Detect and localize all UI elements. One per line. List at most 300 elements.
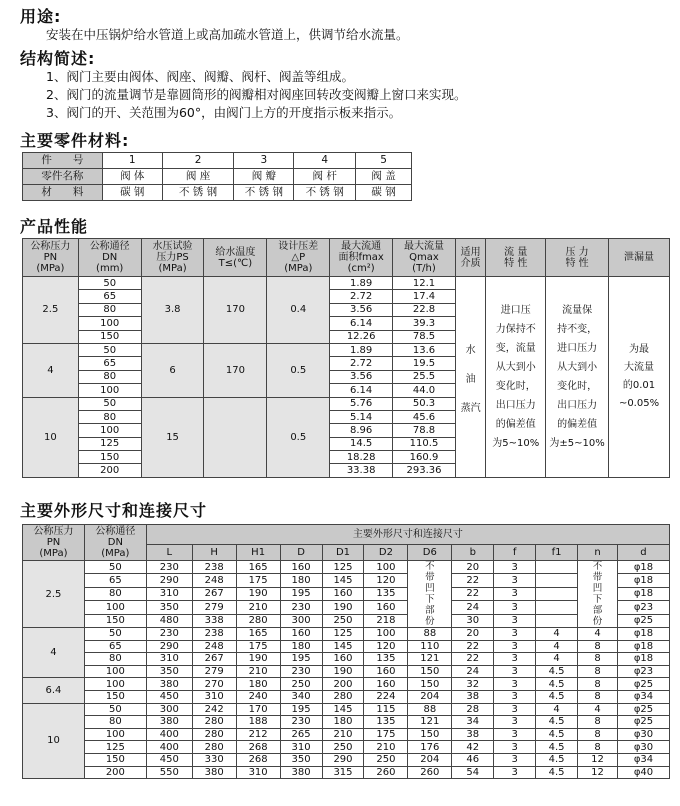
performance-table (22, 238, 670, 478)
dims-value-cell: 267 (192, 653, 236, 666)
dims-value-cell: 100 (364, 561, 408, 574)
dims-value-cell: 238 (192, 628, 236, 641)
dims-value-cell: 125 (84, 741, 146, 754)
perf-dn-cell: 65 (78, 290, 141, 303)
perf-temp-cell (204, 397, 267, 477)
dims-row (23, 741, 670, 754)
dims-value-cell: 380 (280, 766, 322, 779)
dims-row (23, 640, 670, 653)
dims-value-cell: 165 (236, 561, 280, 574)
dims-value-cell: φ25 (617, 716, 669, 729)
dims-value-cell: 310 (146, 587, 192, 600)
dims-value-cell: 8 (578, 678, 618, 691)
dims-value-cell: 160 (280, 561, 322, 574)
perf-fmax-cell: 18.28 (330, 451, 393, 464)
dims-value-cell: 150 (408, 728, 452, 741)
perf-row (23, 277, 670, 290)
dims-value-cell: 230 (280, 601, 322, 614)
perf-fmax-cell: 3.56 (330, 303, 393, 316)
dims-row (23, 766, 670, 779)
perf-dp-cell: 0.4 (267, 277, 330, 344)
dims-value-cell: 160 (322, 587, 364, 600)
perf-dn-cell: 80 (78, 410, 141, 423)
dims-value-cell: 24 (452, 601, 494, 614)
dims-value-cell: 160 (322, 653, 364, 666)
dims-value-cell: 88 (408, 628, 452, 641)
perf-flow-char-cell: 进口压 力保持不 变，流量 从大到小 变化时， 出口压力 的偏差值 为5~10% (486, 277, 546, 478)
dims-value-cell: φ34 (617, 753, 669, 766)
perf-fmax-cell: 3.56 (330, 370, 393, 383)
dims-row (23, 601, 670, 614)
dims-value-cell: 450 (146, 690, 192, 703)
perf-fmax-cell: 6.14 (330, 317, 393, 330)
dims-value-cell: φ18 (617, 574, 669, 587)
dims-value-cell: 268 (236, 741, 280, 754)
perf-fmax-cell: 2.72 (330, 357, 393, 370)
perf-header-flow: 流 量 特 性 (486, 239, 546, 277)
dims-value-cell: 210 (364, 741, 408, 754)
dims-value-cell: 3 (494, 640, 536, 653)
dims-value-cell: 200 (322, 678, 364, 691)
dims-value-cell: 100 (84, 665, 146, 678)
dims-value-cell: 190 (322, 601, 364, 614)
dims-value-cell: 280 (192, 728, 236, 741)
dims-value-cell: 80 (84, 716, 146, 729)
perf-qmax-cell: 39.3 (393, 317, 456, 330)
dims-value-cell: 3 (494, 628, 536, 641)
dims-value-cell: 3 (494, 728, 536, 741)
dims-value-cell: 280 (322, 690, 364, 703)
dims-value-cell: 210 (322, 728, 364, 741)
dims-value-cell: 248 (192, 574, 236, 587)
dims-value-cell: 3 (494, 716, 536, 729)
dims-value-cell: 204 (408, 690, 452, 703)
parts-material-cell: 不 锈 钢 (294, 185, 356, 201)
perf-medium-cell: 水 油 蒸汽 (455, 277, 485, 478)
dims-value-cell: 265 (280, 728, 322, 741)
dims-title: 主要外形尺寸和连接尺寸 (20, 501, 208, 520)
dims-col-header: D1 (322, 545, 364, 561)
dims-col-header: D6 (408, 545, 452, 561)
dims-value-cell: 3 (494, 587, 536, 600)
dims-value-cell: 310 (192, 690, 236, 703)
dims-value-cell: 3 (494, 665, 536, 678)
perf-dn-cell: 100 (78, 424, 141, 437)
dims-value-cell: 190 (322, 665, 364, 678)
dims-value-cell: 480 (146, 614, 192, 627)
parts-header-cell: 5 (356, 153, 412, 169)
dims-value-cell: 80 (84, 587, 146, 600)
dims-value-cell: 30 (452, 614, 494, 627)
dims-col-header: d (617, 545, 669, 561)
perf-dn-cell: 125 (78, 437, 141, 450)
dims-row (23, 728, 670, 741)
dims-header-dn: 公称通径 DN (MPa) (84, 525, 146, 561)
dims-value-cell: 380 (146, 678, 192, 691)
dims-value-cell: 125 (322, 628, 364, 641)
perf-qmax-cell: 78.8 (393, 424, 456, 437)
dims-value-cell: 4.5 (536, 766, 578, 779)
parts-name-cell: 阀 体 (102, 169, 162, 185)
dims-value-cell: 200 (84, 766, 146, 779)
perf-dn-cell: 50 (78, 277, 141, 290)
dims-value-cell: 8 (578, 640, 618, 653)
perf-header-medium: 适用 介质 (455, 239, 485, 277)
dims-row (23, 716, 670, 729)
dims-header-pn: 公称压力 PN (MPa) (23, 525, 85, 561)
dims-value-cell: 145 (322, 574, 364, 587)
parts-names-row (23, 169, 412, 185)
dims-row (23, 703, 670, 716)
dims-value-cell: 180 (280, 574, 322, 587)
dims-value-cell: 340 (280, 690, 322, 703)
parts-name-cell: 阀 座 (162, 169, 234, 185)
perf-header-dn: 公称通径 DN (mm) (78, 239, 141, 277)
dims-value-cell: 4 (536, 640, 578, 653)
perf-temp-cell: 170 (204, 343, 267, 397)
dims-value-cell: 180 (280, 640, 322, 653)
dims-value-cell: 150 (84, 614, 146, 627)
perf-header-leak: 泄漏量 (609, 239, 670, 277)
dims-value-cell: 135 (364, 587, 408, 600)
perf-qmax-cell: 78.5 (393, 330, 456, 343)
dims-value-cell: 242 (192, 703, 236, 716)
dims-value-cell: 121 (408, 716, 452, 729)
dims-value-cell: 4.5 (536, 741, 578, 754)
perf-qmax-cell: 50.3 (393, 397, 456, 410)
dims-value-cell: 28 (452, 703, 494, 716)
dims-value-cell: 8 (578, 716, 618, 729)
perf-dp-cell: 0.5 (267, 343, 330, 397)
dims-value-cell: φ40 (617, 766, 669, 779)
dims-value-cell: 100 (364, 628, 408, 641)
dims-value-cell: 20 (452, 561, 494, 574)
dims-value-cell: 4.5 (536, 678, 578, 691)
perf-header-dp: 设计压差 △P (MPa) (267, 239, 330, 277)
dims-row (23, 561, 670, 574)
parts-table (22, 152, 412, 201)
dims-col-header: H (192, 545, 236, 561)
dims-value-cell: 8 (578, 690, 618, 703)
dims-value-cell: 160 (364, 665, 408, 678)
perf-temp-cell: 170 (204, 277, 267, 344)
dims-row (23, 753, 670, 766)
dims-value-cell: 46 (452, 753, 494, 766)
perf-qmax-cell: 45.6 (393, 410, 456, 423)
use-text: 安装在中压锅炉给水管道上或高加疏水管道上，供调节给水流量。 (46, 27, 409, 42)
dims-value-cell: φ30 (617, 741, 669, 754)
dims-row (23, 614, 670, 627)
dims-value-cell: φ18 (617, 561, 669, 574)
dims-value-cell: φ18 (617, 640, 669, 653)
dims-value-cell: 12 (578, 753, 618, 766)
dims-col-header: b (452, 545, 494, 561)
dims-value-cell: 4 (536, 703, 578, 716)
perf-dn-cell: 80 (78, 370, 141, 383)
dims-value-cell: 32 (452, 678, 494, 691)
dims-value-cell: 54 (452, 766, 494, 779)
perf-header-pn: 公称压力 PN (MPa) (23, 239, 79, 277)
dims-value-cell: 3 (494, 574, 536, 587)
dimensions-table (22, 524, 670, 779)
dims-col-header: H1 (236, 545, 280, 561)
dims-value-cell: 300 (280, 614, 322, 627)
perf-fmax-cell: 2.72 (330, 290, 393, 303)
perf-dn-cell: 200 (78, 464, 141, 477)
perf-header-row (23, 239, 670, 277)
dims-value-cell: 280 (192, 741, 236, 754)
dims-value-cell: 380 (146, 716, 192, 729)
parts-header-cell: 件 号 (23, 153, 103, 169)
dims-value-cell: 279 (192, 665, 236, 678)
dims-value-cell: 3 (494, 703, 536, 716)
dims-row (23, 587, 670, 600)
perf-fmax-cell: 5.14 (330, 410, 393, 423)
dims-value-cell: 350 (146, 665, 192, 678)
dims-value-cell: 248 (192, 640, 236, 653)
dims-value-cell: φ25 (617, 614, 669, 627)
dims-value-cell: 4.5 (536, 690, 578, 703)
parts-title: 主要零件材料: (20, 131, 130, 150)
dims-value-cell: 115 (364, 703, 408, 716)
structure-item-3: 3、阀门的开、关范围为60°，由阀门上方的开度指示板来指示。 (46, 105, 402, 120)
dims-value-cell: 240 (236, 690, 280, 703)
dims-value-cell: 50 (84, 561, 146, 574)
parts-name-cell: 阀 盖 (356, 169, 412, 185)
perf-dn-cell: 150 (78, 451, 141, 464)
dims-value-cell: 65 (84, 574, 146, 587)
perf-press-char-cell: 流量保 持不变， 进口压力 从大到小 变化时， 出口压力 的偏差值 为±5~10% (546, 277, 609, 478)
dims-value-cell: 450 (146, 753, 192, 766)
dims-value-cell: 250 (322, 741, 364, 754)
dims-value-cell: 270 (192, 678, 236, 691)
perf-header-ps: 水压试验 压力PS (MPa) (141, 239, 204, 277)
dims-value-cell: 120 (364, 640, 408, 653)
perf-qmax-cell: 110.5 (393, 437, 456, 450)
dims-value-cell (536, 614, 578, 627)
dims-value-cell: 175 (364, 728, 408, 741)
dims-value-cell: 400 (146, 741, 192, 754)
dims-value-cell: 24 (452, 665, 494, 678)
dims-value-cell: 50 (84, 703, 146, 716)
dims-row (23, 665, 670, 678)
perf-fmax-cell: 14.5 (330, 437, 393, 450)
dims-value-cell: 145 (322, 640, 364, 653)
dims-value-cell: 290 (146, 640, 192, 653)
dims-value-cell: 4 (578, 703, 618, 716)
dims-value-cell: 8 (578, 665, 618, 678)
parts-material-label: 材 料 (23, 185, 103, 201)
perf-fmax-cell: 1.89 (330, 277, 393, 290)
dims-value-cell: 550 (146, 766, 192, 779)
dims-value-cell: 250 (322, 614, 364, 627)
dims-header-span: 主要外形尺寸和连接尺寸 (146, 525, 669, 545)
perf-header-qmax: 最大流量 Qmax (T/h) (393, 239, 456, 277)
dims-value-cell (536, 601, 578, 614)
dims-value-cell: 22 (452, 640, 494, 653)
dims-value-cell: 8 (578, 728, 618, 741)
parts-header-row (23, 153, 412, 169)
perf-fmax-cell: 5.76 (330, 397, 393, 410)
dims-row (23, 574, 670, 587)
dims-value-cell: 160 (364, 678, 408, 691)
perf-ps-cell: 15 (141, 397, 204, 477)
perf-title: 产品性能 (20, 217, 89, 236)
dims-value-cell: 280 (236, 614, 280, 627)
dims-value-cell: 176 (408, 741, 452, 754)
dims-value-cell: 290 (146, 574, 192, 587)
dims-value-cell: 3 (494, 653, 536, 666)
dims-value-cell: 4.5 (536, 716, 578, 729)
dims-col-header: D (280, 545, 322, 561)
perf-qmax-cell: 44.0 (393, 384, 456, 397)
dims-row (23, 678, 670, 691)
dims-value-cell: 175 (236, 574, 280, 587)
perf-header-fmax: 最大流通 面积fmax (cm²) (330, 239, 393, 277)
structure-title: 结构简述: (20, 49, 96, 68)
dims-value-cell: 210 (236, 665, 280, 678)
dims-value-cell: 3 (494, 690, 536, 703)
dims-pn-cell: 2.5 (23, 561, 85, 628)
parts-name-cell: 阀 瓣 (234, 169, 294, 185)
dims-value-cell: 4 (536, 653, 578, 666)
perf-dn-cell: 50 (78, 397, 141, 410)
dims-value-cell: 34 (452, 716, 494, 729)
dims-value-cell: 170 (236, 703, 280, 716)
perf-dn-cell: 50 (78, 343, 141, 356)
dims-value-cell: 188 (236, 716, 280, 729)
dims-value-cell: 125 (322, 561, 364, 574)
dims-value-cell: 224 (364, 690, 408, 703)
dims-pn-cell: 10 (23, 703, 85, 779)
dims-value-cell: 195 (280, 587, 322, 600)
dims-col-header: f (494, 545, 536, 561)
perf-qmax-cell: 25.5 (393, 370, 456, 383)
dims-value-cell (536, 587, 578, 600)
dims-value-cell: 230 (280, 716, 322, 729)
parts-header-cell: 3 (234, 153, 294, 169)
perf-fmax-cell: 12.26 (330, 330, 393, 343)
dims-value-cell: 260 (364, 766, 408, 779)
use-title: 用途: (20, 7, 62, 26)
dims-value-cell: 230 (146, 561, 192, 574)
perf-qmax-cell: 17.4 (393, 290, 456, 303)
dims-value-cell: 100 (84, 728, 146, 741)
dims-value-cell: 65 (84, 640, 146, 653)
dims-value-cell: 38 (452, 690, 494, 703)
dims-value-cell: φ25 (617, 703, 669, 716)
dims-row (23, 690, 670, 703)
dims-value-cell: 160 (364, 601, 408, 614)
parts-material-cell: 不 锈 钢 (162, 185, 234, 201)
dims-value-cell: 3 (494, 561, 536, 574)
dims-value-cell: 180 (236, 678, 280, 691)
perf-pn-cell: 4 (23, 343, 79, 397)
dims-value-cell: 279 (192, 601, 236, 614)
dims-value-cell: 230 (146, 628, 192, 641)
perf-dp-cell: 0.5 (267, 397, 330, 477)
parts-material-cell: 碳 钢 (356, 185, 412, 201)
dims-header-row-1 (23, 525, 670, 545)
dims-value-cell: 145 (322, 703, 364, 716)
dims-no-groove-cell: 不 带 凹 下 部 份 (578, 561, 618, 628)
dims-value-cell: 121 (408, 653, 452, 666)
dims-value-cell: φ34 (617, 690, 669, 703)
dims-value-cell: 190 (236, 653, 280, 666)
parts-names-label: 零件名称 (23, 169, 103, 185)
perf-fmax-cell: 8.96 (330, 424, 393, 437)
dims-value-cell: φ23 (617, 665, 669, 678)
dims-value-cell: 315 (322, 766, 364, 779)
dims-value-cell: φ23 (617, 601, 669, 614)
parts-material-cell: 不 锈 钢 (234, 185, 294, 201)
dims-value-cell (536, 574, 578, 587)
dims-value-cell: 204 (408, 753, 452, 766)
dims-value-cell: 3 (494, 601, 536, 614)
dims-value-cell: 3 (494, 614, 536, 627)
dims-value-cell: 250 (280, 678, 322, 691)
dims-value-cell: 4.5 (536, 753, 578, 766)
perf-qmax-cell: 12.1 (393, 277, 456, 290)
dims-value-cell: 88 (408, 703, 452, 716)
dims-value-cell: 8 (578, 653, 618, 666)
dims-value-cell: 195 (280, 653, 322, 666)
dims-value-cell: 218 (364, 614, 408, 627)
dims-value-cell: 42 (452, 741, 494, 754)
perf-qmax-cell: 160.9 (393, 451, 456, 464)
dims-pn-cell: 6.4 (23, 678, 85, 703)
dims-value-cell: 260 (408, 766, 452, 779)
dims-value-cell: 400 (146, 728, 192, 741)
dims-value-cell: 230 (280, 665, 322, 678)
dims-value-cell: 310 (236, 766, 280, 779)
parts-header-cell: 2 (162, 153, 234, 169)
dims-value-cell: 50 (84, 628, 146, 641)
dims-value-cell: 267 (192, 587, 236, 600)
parts-material-cell: 碳 钢 (102, 185, 162, 201)
dims-value-cell: 238 (192, 561, 236, 574)
dims-no-groove-cell: 不 带 凹 下 部 份 (408, 561, 452, 628)
structure-item-1: 1、阀门主要由阀体、阀座、阀瓣、阀杆、阀盖等组成。 (46, 69, 354, 84)
dims-col-header: L (146, 545, 192, 561)
dims-row (23, 628, 670, 641)
dims-value-cell: 195 (280, 703, 322, 716)
dims-value-cell: 338 (192, 614, 236, 627)
perf-dn-cell: 100 (78, 317, 141, 330)
perf-header-temp: 给水温度 T≤(℃) (204, 239, 267, 277)
dims-value-cell: 38 (452, 728, 494, 741)
dims-value-cell: 135 (364, 653, 408, 666)
dims-value-cell: 150 (408, 665, 452, 678)
dims-value-cell: 160 (280, 628, 322, 641)
perf-fmax-cell: 33.38 (330, 464, 393, 477)
perf-dn-cell: 100 (78, 384, 141, 397)
perf-fmax-cell: 1.89 (330, 343, 393, 356)
dims-col-header: f1 (536, 545, 578, 561)
perf-qmax-cell: 19.5 (393, 357, 456, 370)
dims-value-cell: φ30 (617, 728, 669, 741)
dims-value-cell: 80 (84, 653, 146, 666)
dims-row (23, 653, 670, 666)
perf-header-press: 压 力 特 性 (546, 239, 609, 277)
dims-value-cell: 210 (236, 601, 280, 614)
dims-value-cell: 120 (364, 574, 408, 587)
dims-col-header: D2 (364, 545, 408, 561)
dims-value-cell: 290 (322, 753, 364, 766)
perf-pn-cell: 2.5 (23, 277, 79, 344)
dims-value-cell: 250 (364, 753, 408, 766)
parts-material-row (23, 185, 412, 201)
